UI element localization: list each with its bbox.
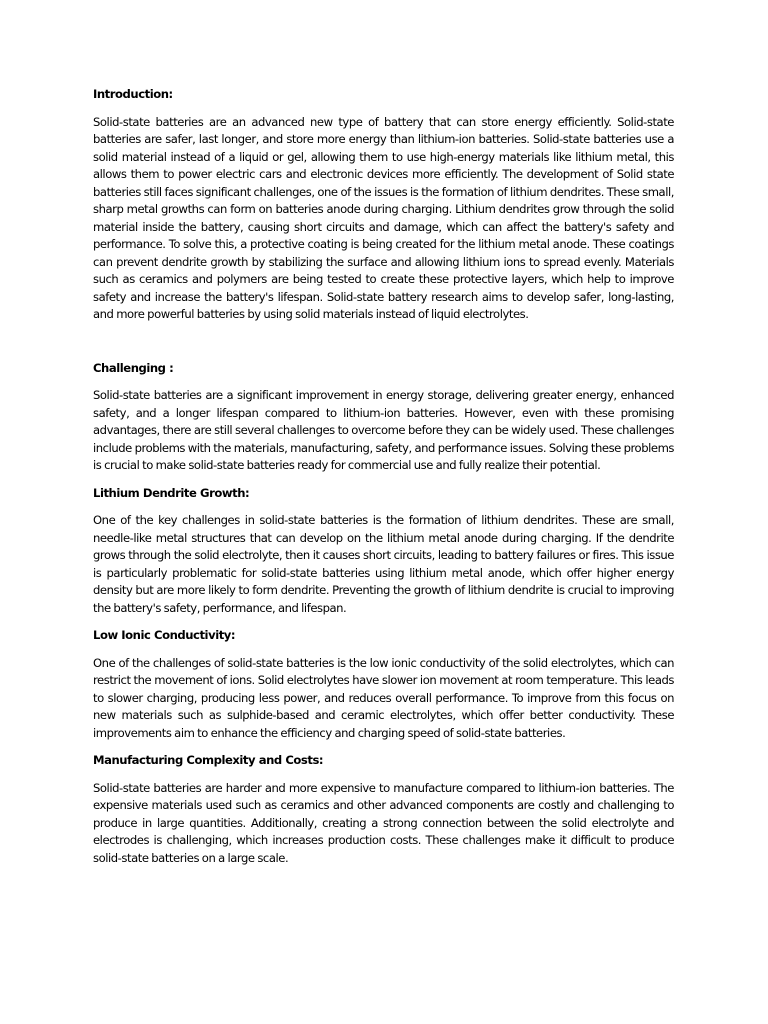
section-heading-manufacturing-complexity: Manufacturing Complexity and Costs: [93, 753, 324, 767]
document-page [93, 86, 674, 867]
section-heading-lithium-dendrite-growth: Lithium Dendrite Growth: [93, 485, 250, 500]
section-heading-introduction: Introduction: [93, 87, 173, 101]
section-heading-low-ionic-conductivity: Low Ionic Conductivity: [93, 628, 236, 642]
section-paragraph-manufacturing-complexity: Solid-state batteries are harder and more expensive to manufacture compared to lithium-ion batteries. The expensive materials used such as ceramics and other advanced components are costly and challenging to produce in large quantities. Additionally, creating a strong connection between the solid electrolyte and electrodes is challenging, which increases production costs. These challenges make it difficult to produce solid-state batteries on a large scale. [93, 780, 674, 865]
section-paragraph-introduction: Solid-state batteries are an advanced new type of battery that can store energy efficiently. Solid-state batteries are safer, last longer, and store more energy than lithium-ion batteries. Solid-state batteries use a solid material instead of a liquid or gel, allowing them to use high-energy materials like lithium metal, this allows them to power electric cars and electronic devices more efficiently. The development of Solid state batteries still faces significant challenges, one of the issues is the formation of lithium dendrites. These small, sharp metal growths can form on batteries anode during charging. Lithium dendrites grow through the solid material inside the battery, causing short circuits and damage, which can affect the battery's safety and performance. To solve this, a protective coating is being created for the lithium metal anode. These coatings can prevent dendrite growth by stabilizing the surface and allowing lithium ions to spread evenly. Materials such as ceramics and polymers are being tested to create these protective layers, which help to improve safety and increase the battery's lifespan. Solid-state battery research aims to develop safer, long-lasting, and more powerful batteries by using solid materials instead of liquid electrolytes. [93, 114, 674, 321]
section-paragraph-challenging: Solid-state batteries are a significant improvement in energy storage, delivering greater energy, enhanced safety, and a longer lifespan compared to lithium-ion batteries. However, even with these promising advantages, there are still several challenges to overcome before they can be widely used. These challenges include problems with the materials, manufacturing, safety, and performance issues. Solving these problems is crucial to make solid-state batteries ready for commercial use and fully realize their potential. [93, 388, 674, 472]
section-paragraph-lithium-dendrite-growth: One of the key challenges in solid-state batteries is the formation of lithium dendrites. These are small, needle-like metal structures that can develop on the lithium metal anode during charging. If the dendrite grows through the solid electrolyte, then it causes short circuits, leading to battery failures or fires. This issue is particularly problematic for solid-state batteries using lithium metal anode, which offer higher energy density but are more likely to form dendrite. Preventing the growth of lithium dendrite is crucial to improving the battery's safety, performance, and lifespan. [93, 513, 674, 615]
section-heading-challenging: Challenging : [93, 360, 174, 375]
section-paragraph-low-ionic-conductivity: One of the challenges of solid-state batteries is the low ionic conductivity of the solid electrolytes, which can restrict the movement of ions. Solid electrolytes have slower ion movement at room temperature. This leads to slower charging, producing less power, and reduces overall performance. To improve from this focus on new materials such as sulphide-based and ceramic electrolytes, which offer better conductivity. These improvements aim to enhance the efficiency and charging speed of solid-state batteries. [93, 655, 674, 740]
